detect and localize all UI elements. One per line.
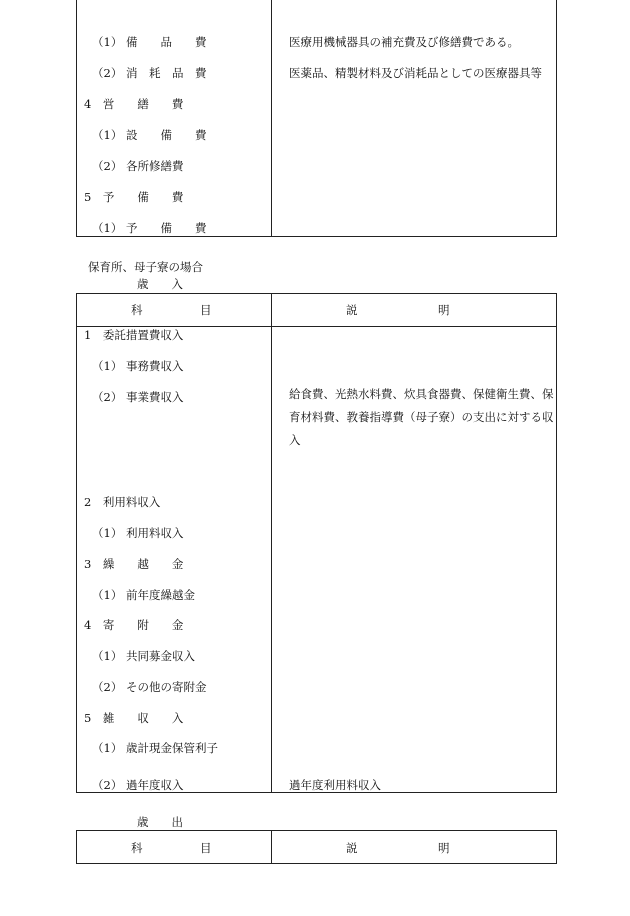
top-row-1-item: （1） 備 品 費 [92,35,207,49]
top-row-2-item: （2） 消 耗 品 費 [92,66,207,80]
revenue-divider [271,293,272,793]
revenue-row-5-item: （1） 利用料収入 [92,526,184,540]
revenue-row-6-item: 3 繰 越 金 [84,557,184,571]
revenue-row-3-item: （2） 事業費収入 [92,390,184,404]
revenue-row-8-item: 4 寄 附 金 [84,618,184,632]
revenue-header-item: 科 目 [131,303,212,317]
revenue-row-9-item: （1） 共同募金収入 [92,649,195,663]
revenue-row-12-item: （1） 歳計現金保管利子 [92,741,218,755]
revenue-header-desc: 説 明 [346,303,450,317]
revenue-row-3-desc: 給食費、光熱水料費、炊具食器費、保健衛生費、保育材料費、教養指導費（母子寮）の支出に対する収入 [289,387,554,447]
revenue-row-13-item: （2） 過年度収入 [92,778,184,792]
expenditure-header-desc: 説 明 [346,841,450,855]
expenditure-divider [271,830,272,864]
revenue-row-2-item: （1） 事務費収入 [92,359,184,373]
revenue-row-11-item: 5 雑 収 入 [84,711,184,725]
revenue-caption: 歳 入 [137,277,183,291]
revenue-row-4-item: 2 利用料収入 [84,495,161,509]
top-row-6-item: 5 予 備 費 [84,190,184,204]
top-row-7-item: （1） 予 備 費 [92,221,207,235]
top-row-3-item: 4 営 繕 費 [84,97,184,111]
expenditure-header-item: 科 目 [131,841,212,855]
section-title: 保育所、母子寮の場合 [88,260,203,274]
expenditure-caption: 歳 出 [137,815,183,829]
top-row-2-desc: 医薬品、精製材料及び消耗品としての医療器具等 [289,66,542,80]
top-row-1-desc: 医療用機械器具の補充費及び修繕費である。 [289,35,519,49]
top-row-4-item: （1） 設 備 費 [92,128,207,142]
top-row-5-item: （2） 各所修繕費 [92,159,184,173]
revenue-row-7-item: （1） 前年度繰越金 [92,588,195,602]
revenue-row-13-desc: 過年度利用料収入 [289,778,381,792]
revenue-row-1-item: 1 委託措置費収入 [84,328,184,342]
top-table-divider [271,0,272,236]
revenue-row-10-item: （2） その他の寄附金 [92,680,207,694]
